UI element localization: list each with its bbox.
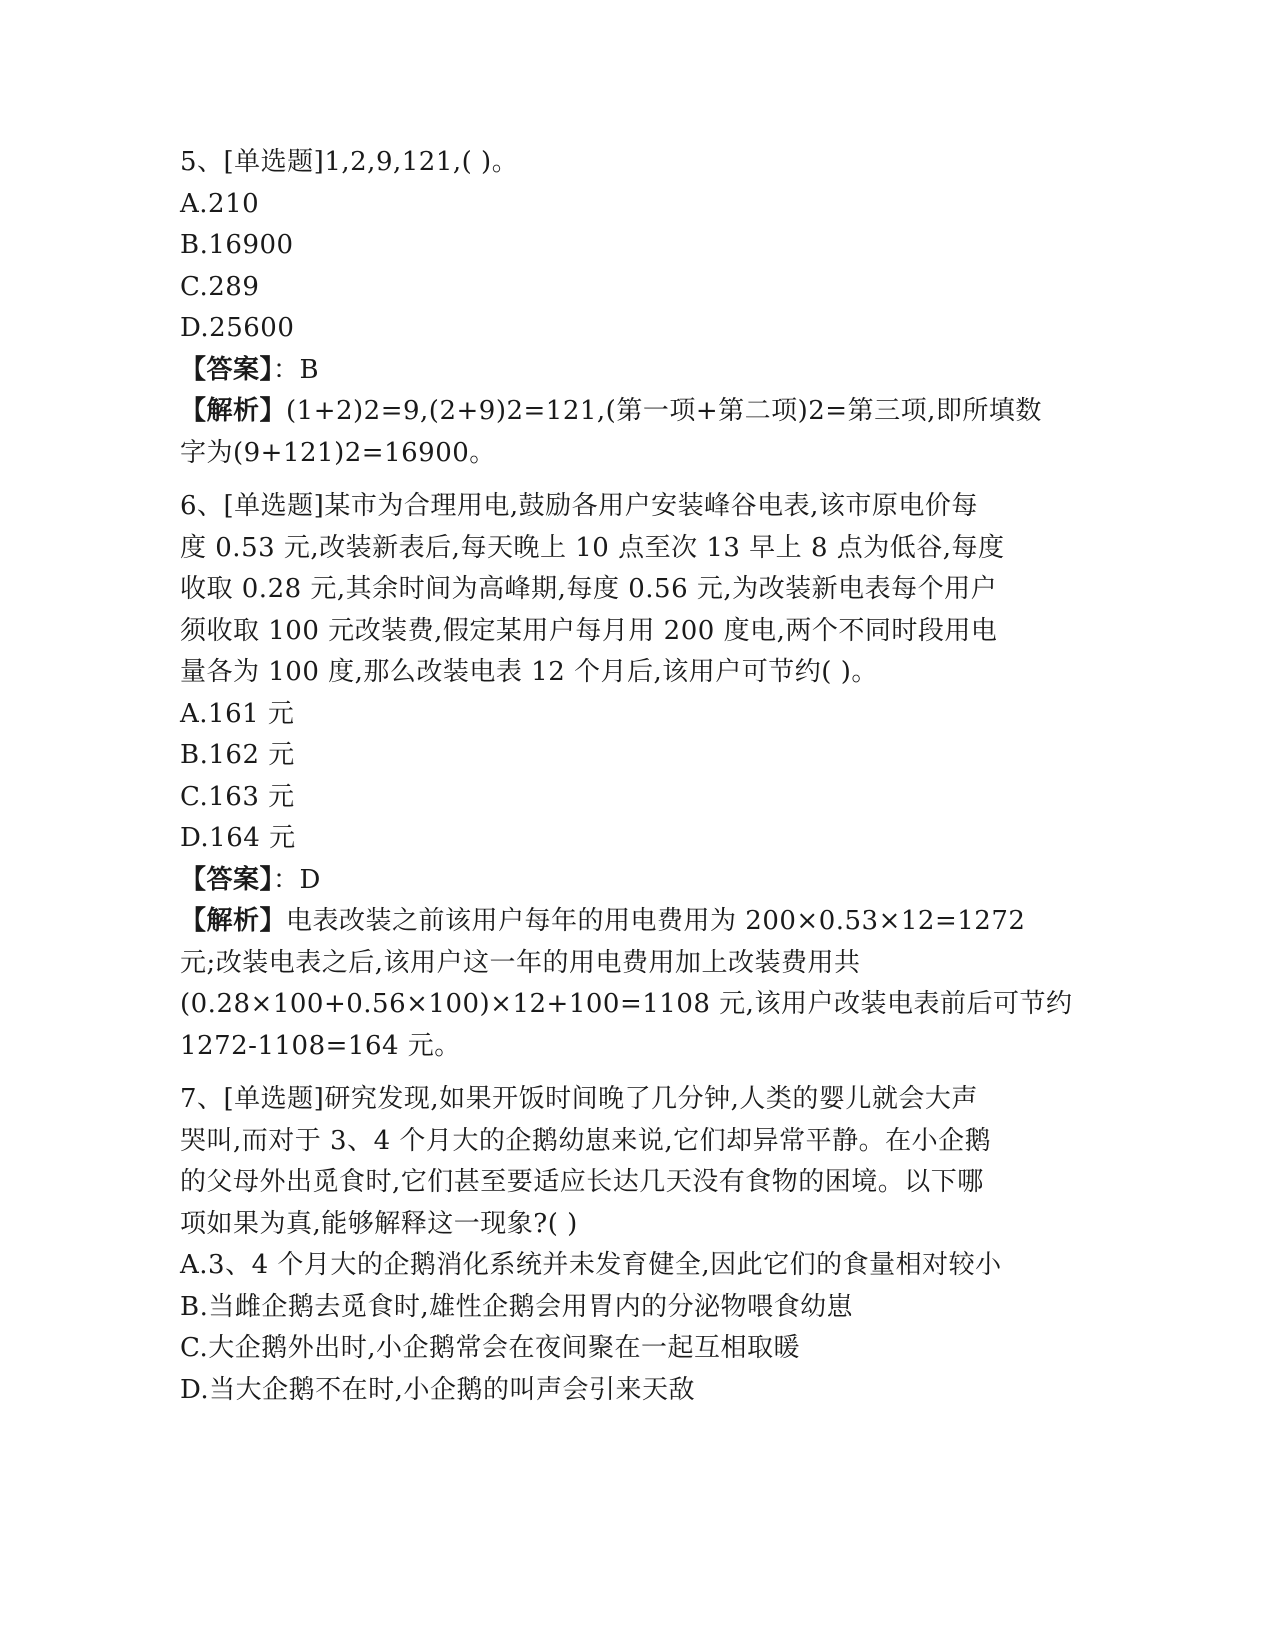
option-a: A.210 bbox=[180, 188, 260, 219]
question-stem: 须收取 100 元改装费,假定某用户每月用 200 度电,两个不同时段用电 bbox=[180, 615, 998, 646]
question-5 bbox=[180, 142, 1080, 474]
question-stem: 度 0.53 元,改装新表后,每天晚上 10 点至次 13 早上 8 点为低谷,每度 bbox=[180, 532, 1005, 563]
question-7 bbox=[180, 1079, 1080, 1411]
question-stem: 哭叫,而对于 3、4 个月大的企鹅幼崽来说,它们却异常平静。在小企鹅 bbox=[180, 1125, 992, 1156]
question-stem: 5、[单选题]1,2,9,121,( )。 bbox=[180, 147, 519, 177]
analysis-text: 电表改装之前该用户每年的用电费用为 200×0.53×12=1272 bbox=[286, 906, 1026, 936]
answer-label: 【答案】 bbox=[180, 864, 274, 895]
option-a: A.161 元 bbox=[180, 698, 295, 729]
analysis-text: (1+2)2=9,(2+9)2=121,(第一项+第二项)2=第三项,即所填数 bbox=[286, 396, 1042, 426]
analysis-line: (0.28×100+0.56×100)×12+100=1108 元,该用户改装电表前后可节约 bbox=[180, 989, 1073, 1019]
analysis-label: 【解析】 bbox=[180, 396, 287, 426]
analysis-line: 字为(9+121)2=16900。 bbox=[180, 437, 496, 468]
document-page bbox=[180, 142, 1080, 1411]
answer-label: 【答案】 bbox=[180, 354, 274, 385]
option-b: B.16900 bbox=[180, 230, 294, 260]
option-d: D.164 元 bbox=[180, 823, 296, 853]
question-stem: 收取 0.28 元,其余时间为高峰期,每度 0.56 元,为改装新电表每个用户 bbox=[180, 574, 998, 604]
analysis-line bbox=[180, 391, 1080, 433]
analysis-line: 元;改装电表之后,该用户这一年的用电费用加上改装费用共 bbox=[180, 947, 861, 978]
analysis-line: 1272-1108=164 元。 bbox=[180, 1030, 461, 1061]
answer-line bbox=[180, 350, 1080, 392]
question-stem: 7、[单选题]研究发现,如果开饭时间晚了几分钟,人类的婴儿就会大声 bbox=[180, 1084, 978, 1114]
question-stem: 6、[单选题]某市为合理用电,鼓励各用户安装峰谷电表,该市原电价每 bbox=[180, 491, 978, 521]
analysis-line bbox=[180, 901, 1080, 943]
option-c: C.大企鹅外出时,小企鹅常会在夜间聚在一起互相取暖 bbox=[180, 1333, 800, 1363]
analysis-label: 【解析】 bbox=[180, 906, 287, 936]
question-stem: 的父母外出觅食时,它们甚至要适应长达几天没有食物的困境。以下哪 bbox=[180, 1167, 984, 1197]
question-6 bbox=[180, 486, 1080, 1067]
answer-value: ：D bbox=[273, 864, 321, 895]
option-d: D.当大企鹅不在时,小企鹅的叫声会引来天敌 bbox=[180, 1374, 695, 1405]
answer-value: ：B bbox=[273, 354, 320, 385]
option-d: D.25600 bbox=[180, 313, 295, 343]
question-stem: 量各为 100 度,那么改装电表 12 个月后,该用户可节约( )。 bbox=[180, 657, 878, 687]
option-c: C.163 元 bbox=[180, 781, 295, 812]
option-a: A.3、4 个月大的企鹅消化系统并未发育健全,因此它们的食量相对较小 bbox=[180, 1250, 1002, 1280]
option-c: C.289 bbox=[180, 271, 260, 302]
answer-line bbox=[180, 860, 1080, 902]
question-stem: 项如果为真,能够解释这一现象?( ) bbox=[180, 1208, 578, 1239]
option-b: B.162 元 bbox=[180, 740, 295, 770]
option-b: B.当雌企鹅去觅食时,雄性企鹅会用胃内的分泌物喂食幼崽 bbox=[180, 1291, 854, 1322]
